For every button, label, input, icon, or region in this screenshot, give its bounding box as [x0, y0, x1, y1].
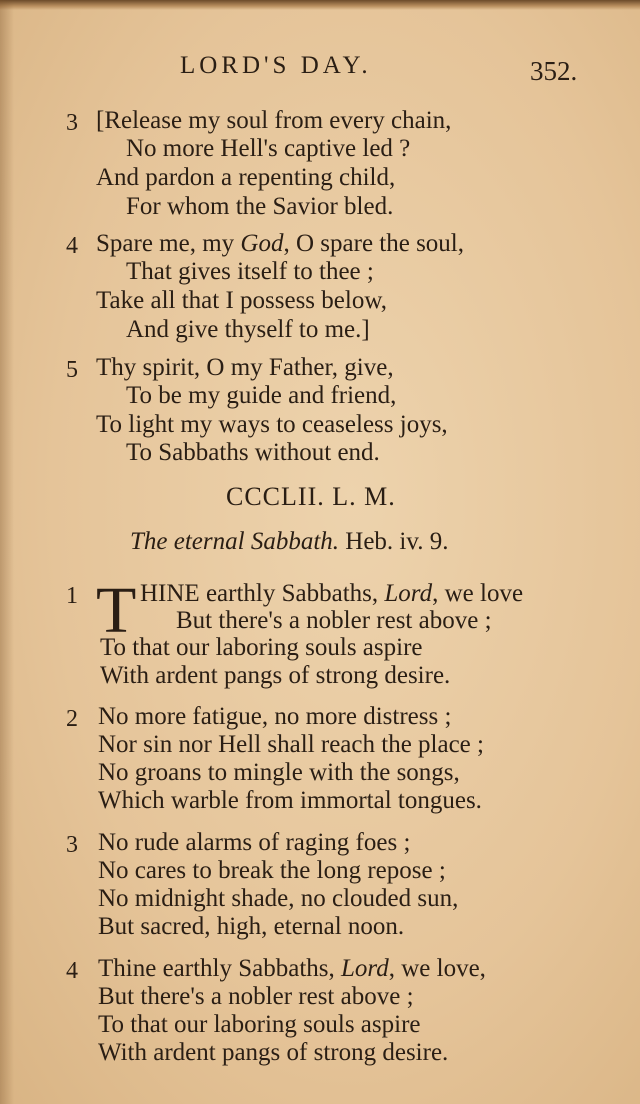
verse-line: No cares to break the long repose ;	[98, 857, 446, 884]
hymn-subtitle	[130, 528, 449, 556]
stanza-number: 2	[66, 706, 78, 732]
hymn-subtitle-reference: Heb. iv. 9.	[339, 528, 449, 555]
page-gutter-shadow	[0, 0, 14, 1104]
verse-line: To light my ways to ceaseless joys,	[96, 411, 448, 438]
running-head: LORD'S DAY.	[180, 52, 372, 79]
stanza-number: 3	[66, 832, 78, 858]
verse-line: But sacred, high, eternal noon.	[98, 913, 405, 940]
verse-line: But there's a nobler rest above ;	[98, 983, 414, 1010]
verse-line: No midnight shade, no clouded sun,	[98, 885, 459, 912]
verse-line: And give thyself to me.]	[126, 316, 370, 343]
verse-line: And pardon a repenting child,	[96, 164, 396, 191]
drop-cap: T	[96, 574, 137, 647]
page-number: 352.	[530, 56, 578, 86]
verse-line: With ardent pangs of strong desire.	[100, 662, 451, 689]
verse-line: Which warble from immortal tongues.	[98, 787, 482, 814]
verse-line	[96, 230, 464, 258]
page-top-edge	[0, 0, 640, 10]
verse-line: No rude alarms of raging foes ;	[98, 829, 411, 856]
verse-italic-word: Lord	[384, 580, 433, 607]
stanza-number: 4	[66, 958, 78, 984]
verse-line: That gives itself to thee ;	[126, 258, 374, 285]
verse-italic-word: God	[240, 230, 284, 257]
hymn-subtitle-title: The eternal Sabbath.	[130, 528, 340, 555]
verse-line: [Release my soul from every chain,	[96, 107, 452, 134]
verse-line: To that our laboring souls aspire	[98, 1011, 421, 1038]
hymn-heading: CCCLII. L. M.	[226, 482, 396, 511]
verse-line: To be my guide and friend,	[126, 382, 397, 409]
verse-text: , O spare the soul,	[283, 230, 465, 257]
verse-line: No groans to mingle with the songs,	[98, 759, 460, 786]
verse-line: No more fatigue, no more distress ;	[98, 703, 452, 730]
verse-line	[140, 580, 523, 608]
verse-line: No more Hell's captive led ?	[126, 135, 411, 162]
verse-text: HINE earthly Sabbaths,	[140, 580, 385, 607]
verse-line: Thy spirit, O my Father, give,	[96, 354, 394, 381]
verse-line	[98, 955, 486, 983]
verse-line: With ardent pangs of strong desire.	[98, 1039, 449, 1066]
verse-line: For whom the Savior bled.	[126, 193, 394, 220]
verse-line: Take all that I possess below,	[96, 287, 388, 314]
verse-line: Nor sin nor Hell shall reach the place ;	[98, 731, 484, 758]
verse-text: Thine earthly Sabbaths,	[98, 955, 341, 982]
verse-line: To Sabbaths without end.	[126, 439, 380, 466]
stanza-number: 1	[66, 583, 78, 609]
verse-italic-word: Lord	[341, 955, 389, 982]
stanza-number: 4	[66, 233, 78, 259]
verse-text: , we love,	[388, 955, 486, 982]
verse-text: Spare me, my	[96, 230, 241, 257]
verse-line: But there's a nobler rest above ;	[176, 607, 492, 634]
stanza-number: 5	[66, 357, 78, 383]
verse-text: , we love	[432, 580, 524, 607]
verse-line: To that our laboring souls aspire	[100, 634, 423, 661]
stanza-number: 3	[66, 110, 78, 136]
